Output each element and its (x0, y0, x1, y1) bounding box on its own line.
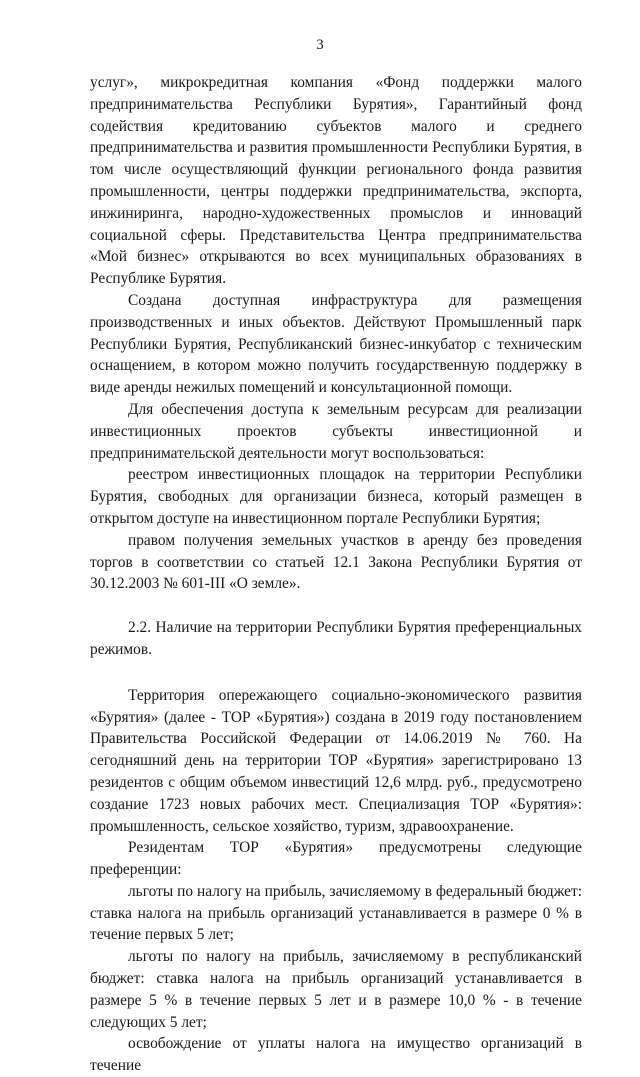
document-body (90, 72, 582, 1077)
list-item: освобождение от уплаты налога на имущество организаций в течение (90, 1035, 582, 1075)
list-item: льготы по налогу на прибыль, зачисляемому в федеральный бюджет: ставка налога на прибыль организаций устанавливается в размере 0 % в течение первых 5 лет; (90, 882, 582, 944)
list-item: правом получения земельных участков в аренду без проведения торгов в соответствии со статьей 12.1 Закона Республики Бурятия от 30.12.2003 № 601-III «О земле». (90, 531, 582, 593)
paragraph: Территория опережающего социально-экономического развития «Бурятия» (далее - ТОР «Бурятия») создана в 2019 году постановлением Правительства Российской Федерации от 14.06.2019 № 760. На сегодняшний день на территории ТОР «Бурятия» зарегистрировано 13 резидентов с общим объемом инвестиций 12,6 млрд. руб., предусмотрено создание 1723 новых рабочих мест. Специализация ТОР «Бурятия»: промышленность, сельское хозяйство, туризм, здравоохранение. (90, 686, 582, 835)
list-item: льготы по налогу на прибыль, зачисляемому в республиканский бюджет: ставка налога на прибыль организаций устанавливается в размере 5 % в течение первых 5 лет и в размере 10,0 % - в течение следующих 5 лет; (90, 948, 582, 1031)
section-heading: 2.2. Наличие на территории Республики Бурятия преференциальных режимов. (90, 619, 582, 658)
paragraph: Резидентам ТОР «Бурятия» предусмотрены следующие преференции: (90, 839, 582, 879)
paragraph: Создана доступная инфраструктура для размещения производственных и иных объектов. Действуют Промышленный парк Республики Бурятия, Республиканский бизнес-инкубатор с техническим оснащением, в котором можно получить государственную поддержку в виде аренды нежилых помещений и консультационной помощи. (90, 291, 582, 397)
paragraph: услуг», микрокредитная компания «Фонд поддержки малого предпринимательства Республики Бурятия», Гарантийный фонд содействия кредитованию субъектов малого и среднего предпринимательства и развития промышленности Республики Бурятия, в том числе осуществляющий функции регионального фонда развития промышленности, центры поддержки предпринимательства, экспорта, инжиниринга, народно-художественных промыслов и инноваций социальной сферы. Представительства Центра предпринимательства «Мой бизнес» открываются во всех муниципальных образованиях в Республике Бурятия. (90, 74, 582, 288)
page-number: 3 (316, 37, 324, 53)
paragraph: Для обеспечения доступа к земельным ресурсам для реализации инвестиционных проектов субъекты инвестиционной и предпринимательской деятельности могут воспользоваться: (90, 400, 582, 462)
list-item: реестром инвестиционных площадок на территории Республики Бурятия, свободных для организации бизнеса, который размещен в открытом доступе на инвестиционном портале Республики Бурятия; (90, 466, 582, 527)
